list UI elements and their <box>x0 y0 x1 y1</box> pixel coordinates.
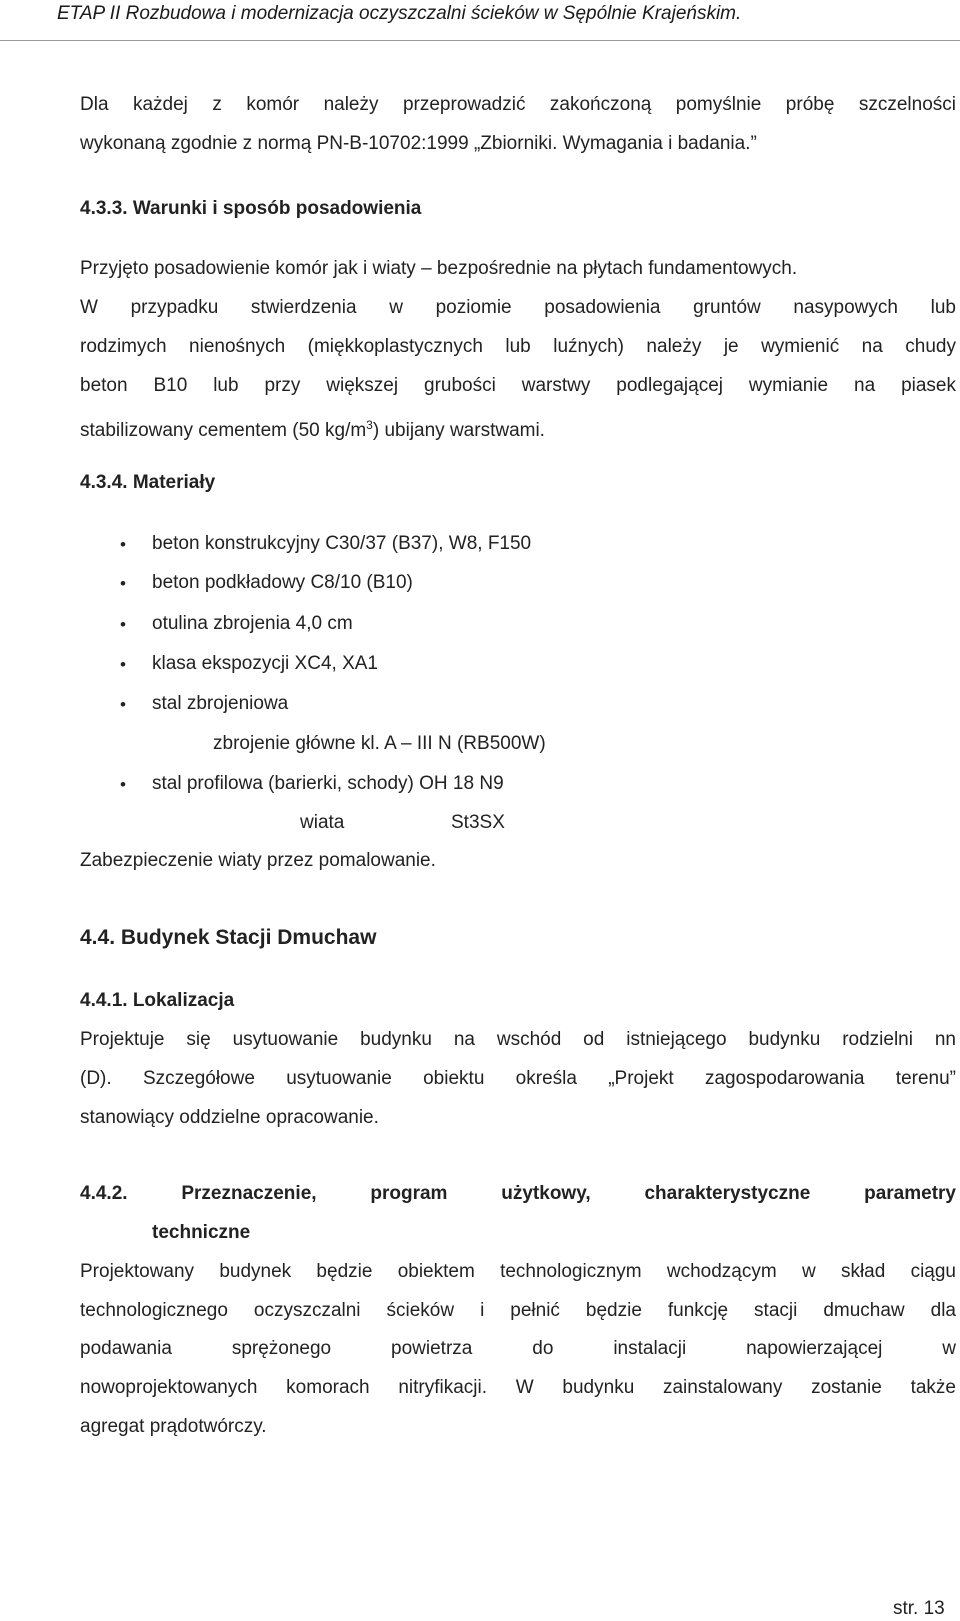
wiata-value: St3SX <box>451 812 505 833</box>
material-item-6: stal profilowa (barierki, schody) OH 18 N9 <box>152 773 504 794</box>
bullet-icon: • <box>120 775 126 794</box>
s433-line-4: beton B10 lub przy większej grubości warstwy podlegającej wymianie na piasek <box>80 375 956 396</box>
s442-line-3: podawania sprężonego powietrza do instalacji napowierzającej w <box>80 1338 956 1359</box>
bullet-icon: • <box>120 695 126 714</box>
bullet-icon: • <box>120 615 126 634</box>
s442-line-4: nowoprojektowanych komorach nitryfikacji. W budynku zainstalowany zostanie także <box>80 1377 956 1398</box>
superscript-3: 3 <box>366 418 373 432</box>
intro-line-1: Dla każdej z komór należy przeprowadzić zakończoną pomyślnie próbę szczelności <box>80 94 956 115</box>
s433-line-5 <box>80 413 545 443</box>
section-4-3-3-heading: 4.3.3. Warunki i sposób posadowienia <box>80 198 422 219</box>
s433-line-3: rodzimych nienośnych (miękkoplastycznych lub luźnych) należy je wymienić na chudy <box>80 336 956 357</box>
s433-line-5a: stabilizowany cementem (50 kg/m <box>80 420 367 441</box>
material-item-2: beton podkładowy C8/10 (B10) <box>152 572 413 593</box>
s433-line-2: W przypadku stwierdzenia w poziomie posadowienia gruntów nasypowych lub <box>80 297 956 318</box>
bullet-icon: • <box>120 535 126 554</box>
s442-line-5: agregat prądotwórczy. <box>80 1416 267 1437</box>
s441-line-2: (D). Szczegółowe usytuowanie obiektu określa „Projekt zagospodarowania terenu” <box>80 1068 956 1089</box>
page-number: str. 13 <box>893 1598 945 1619</box>
material-item-4: klasa ekspozycji XC4, XA1 <box>152 653 378 674</box>
page-header <box>0 0 960 41</box>
material-item-5: stal zbrojeniowa <box>152 693 289 714</box>
section-4-4-heading: 4.4. Budynek Stacji Dmuchaw <box>80 926 377 949</box>
header-title: ETAP II Rozbudowa i modernizacja oczyszczalni ścieków w Sępólnie Krajeńskim. <box>57 3 742 24</box>
s442-line-2: technologicznego oczyszczalni ścieków i pełnić będzie funkcję stacji dmuchaw dla <box>80 1300 956 1321</box>
bullet-icon: • <box>120 574 126 593</box>
section-4-4-2-heading-line-2: techniczne <box>152 1222 251 1243</box>
intro-line-2: wykonaną zgodnie z normą PN-B-10702:1999 „Zbiorniki. Wymagania i badania.” <box>80 133 757 154</box>
wiata-label: wiata <box>300 812 345 833</box>
section-4-4-1-heading: 4.4.1. Lokalizacja <box>80 990 235 1011</box>
s433-line-5b: ) ubijany warstwami. <box>372 420 545 441</box>
s433-line-1: Przyjęto posadowienie komór jak i wiaty – bezpośrednie na płytach fundamentowych. <box>80 258 798 279</box>
material-item-1: beton konstrukcyjny C30/37 (B37), W8, F150 <box>152 533 532 554</box>
protection-note: Zabezpieczenie wiaty przez pomalowanie. <box>80 850 436 871</box>
bullet-icon: • <box>120 655 126 674</box>
material-sub-item: zbrojenie główne kl. A – III N (RB500W) <box>213 733 546 754</box>
s441-line-1: Projektuje się usytuowanie budynku na wschód od istniejącego budynku rodzielni nn <box>80 1029 956 1050</box>
s441-line-3: stanowiący oddzielne opracowanie. <box>80 1107 379 1128</box>
s442-line-1: Projektowany budynek będzie obiektem technologicznym wchodzącym w skład ciągu <box>80 1261 956 1282</box>
material-item-3: otulina zbrojenia 4,0 cm <box>152 613 353 634</box>
section-4-3-4-heading: 4.3.4. Materiały <box>80 472 216 493</box>
section-4-4-2-heading-line-1: 4.4.2. Przeznaczenie, program użytkowy, charakterystyczne parametry <box>80 1183 956 1204</box>
